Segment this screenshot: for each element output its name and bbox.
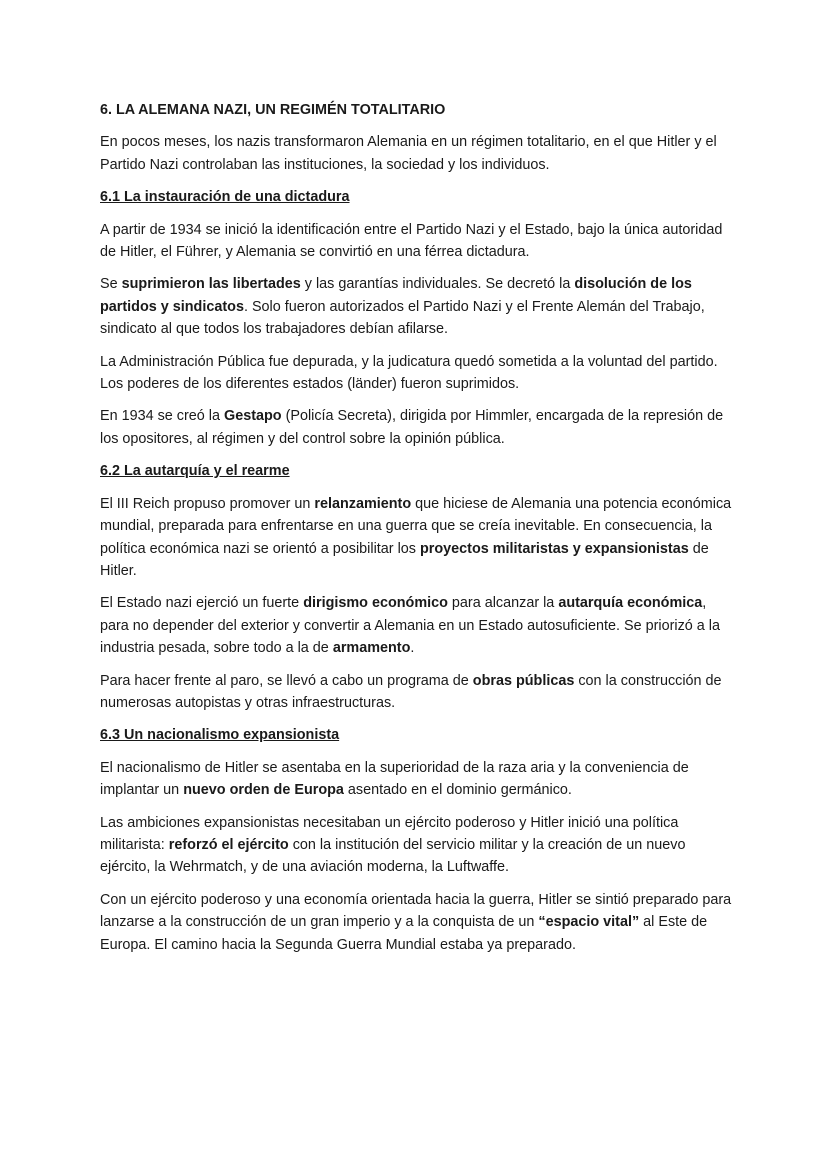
bold-term: suprimieron las libertades [121,276,301,293]
section-autarquia [100,460,732,714]
intro-paragraph [100,131,732,176]
paragraph [100,889,732,956]
paragraph [100,273,732,340]
text-run: con la construcción de numerosas autopistas y otras infraestructuras. [100,672,722,711]
section-nacionalismo [100,724,732,956]
text-run: , para no depender del exterior y convertir a Alemania en un Estado autosuficiente. Se priorizó a la industria pesada, sobre todo a la de [100,595,720,657]
bold-term: relanzamiento [314,495,412,512]
text-run: para alcanzar la [447,595,559,612]
text-run: de Hitler. [100,540,709,579]
text-run: La Administración Pública fue depurada, y la judicatura quedó sometida a la voluntad del partido. Los poderes de los diferentes estados (länder) fueron suprimidos. [100,353,718,393]
text-run: asentado en el dominio germánico. [343,782,572,799]
paragraph [100,493,732,583]
bold-term: obras públicas [472,672,575,689]
text-run: que hiciese de Alemania una potencia económica mundial, preparada para enfrentarse en una guerra que se creía inevitable. En consecuencia, la política económica nazi se orientó a posibilitar los [100,495,732,557]
text-run: Con un ejército poderoso y una economía orientada hacia la guerra, Hitler se sintió preparado para lanzarse a la construcción de un gran imperio y a la conquista de un [100,891,732,931]
text-run: Las ambiciones expansionistas necesitaban un ejército poderoso y Hitler inició una política militarista: [100,814,679,853]
paragraph [100,405,732,450]
paragraph [100,219,732,264]
section-heading: 6.1 La instauración de una dictadura [100,189,350,206]
text-run: En 1934 se creó la [100,408,224,425]
text-run: El nacionalismo de Hitler se asentaba en la superioridad de la raza aria y la conveniencia de implantar un [100,759,689,799]
bold-term: dirigismo económico [303,595,448,612]
text-run: al Este de Europa. El camino hacia la Segunda Guerra Mundial estaba ya preparado. [100,914,708,953]
text-run: . [410,640,415,657]
section-heading: 6.3 Un nacionalismo expansionista [100,727,340,744]
text-run: . Solo fueron autorizados el Partido Nazi y el Frente Alemán del Trabajo, sindicato al que todos los trabajadores debían afilarse. [100,298,705,338]
document-page [100,99,732,966]
bold-term: proyectos militaristas y expansionistas [419,540,689,557]
section-dictadura [100,186,732,450]
bold-term: autarquía económica [558,595,703,612]
bold-term: armamento [332,640,411,657]
document-title: 6. LA ALEMANA NAZI, UN REGIMÉN TOTALITARIO [100,102,446,118]
text-run: El III Reich propuso promover un [100,495,315,512]
text-run: y las garantías individuales. Se decretó la [300,276,575,293]
paragraph [100,351,732,396]
paragraph [100,812,732,879]
paragraph [100,670,732,715]
text-run: Se [100,276,122,293]
bold-term: reforzó el ejército [168,836,289,853]
text-run: A partir de 1934 se inició la identificación entre el Partido Nazi y el Estado, bajo la única autoridad de Hitler, el Führer, y Alemania se convirtió en una férrea dictadura. [100,221,723,261]
text-run: Para hacer frente al paro, se llevó a cabo un programa de [100,672,473,689]
paragraph [100,757,732,802]
section-heading: 6.2 La autarquía y el rearme [100,463,290,480]
paragraph [100,592,732,659]
bold-term: nuevo orden de Europa [183,782,344,799]
text-run: (Policía Secreta), dirigida por Himmler, encargada de la represión de los opositores, al régimen y del control sobre la opinión pública. [100,408,724,447]
text-run: El Estado nazi ejerció un fuerte [100,595,304,612]
bold-term: Gestapo [224,408,282,425]
bold-term: “espacio vital” [538,914,640,931]
bold-term: disolución de los partidos y sindicatos [100,276,692,315]
text-run: En pocos meses, los nazis transformaron Alemania en un régimen totalitario, en el que Hitler y el Partido Nazi controlaban las instituciones, la sociedad y los individuos. [100,134,717,173]
text-run: con la institución del servicio militar y la creación de un nuevo ejército, la Wehrmatch, y de una aviación moderna, la Luftwaffe. [100,836,686,876]
